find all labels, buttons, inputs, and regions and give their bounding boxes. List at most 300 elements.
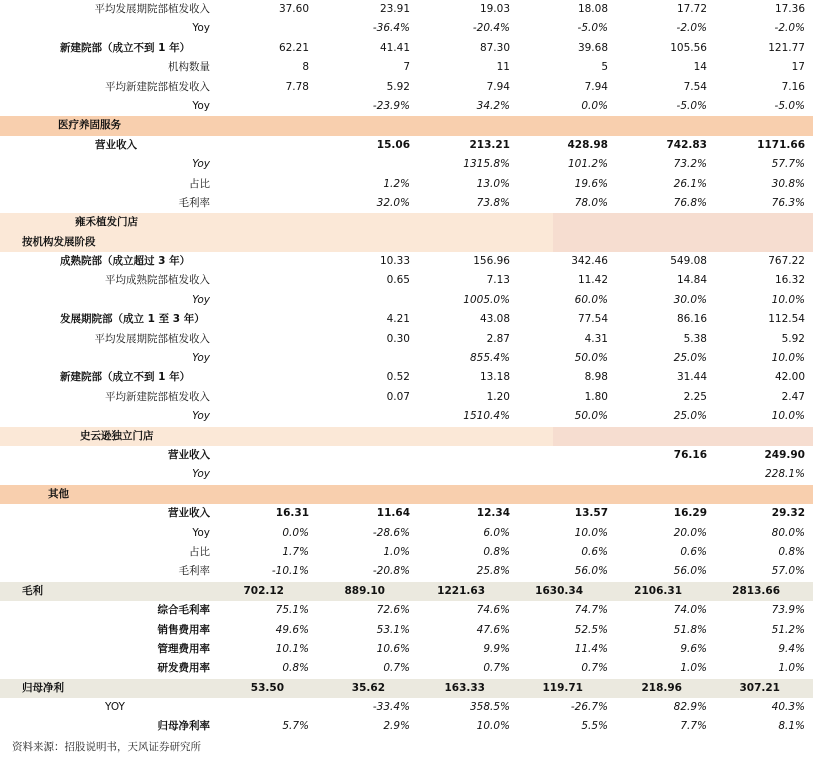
- table-cell: [229, 175, 309, 194]
- table-cell: 5.92: [781, 332, 805, 345]
- table-cell: 0.7%: [483, 662, 510, 675]
- table-cell: 40.3%: [771, 701, 805, 714]
- table-cell: 1.2%: [383, 177, 410, 190]
- table-cell: [229, 465, 309, 484]
- table-cell: 2106.31: [634, 584, 682, 597]
- table-cell: 56.0%: [574, 565, 608, 578]
- table-cell: 1630.34: [535, 584, 583, 597]
- table-row: [0, 175, 827, 194]
- table-cell: [229, 194, 309, 213]
- table-cell: [430, 116, 510, 135]
- table-cell: 13.0%: [476, 177, 510, 190]
- table-cell: 1.0%: [680, 662, 707, 675]
- row-label: Yoy: [192, 158, 210, 171]
- table-cell: 0.0%: [282, 526, 309, 539]
- table-cell: 15.06: [376, 138, 410, 151]
- table-cell: [330, 465, 410, 484]
- table-cell: 53.1%: [376, 623, 410, 636]
- table-cell: 218.96: [641, 681, 682, 694]
- table-cell: 10.6%: [376, 642, 410, 655]
- table-cell: [430, 465, 510, 484]
- table-cell: [725, 233, 805, 252]
- table-cell: 0.7%: [581, 662, 608, 675]
- table-cell: [330, 116, 410, 135]
- table-cell: -20.8%: [372, 565, 410, 578]
- table-row: [0, 524, 827, 543]
- table-cell: [229, 368, 309, 387]
- table-cell: 73.2%: [673, 158, 707, 171]
- table-row: [0, 368, 827, 387]
- table-cell: 23.91: [379, 3, 410, 15]
- table-cell: 249.90: [764, 448, 805, 461]
- table-cell: [528, 427, 608, 446]
- table-cell: -2.0%: [774, 22, 805, 35]
- table-row: [0, 427, 813, 446]
- table-cell: 76.16: [673, 448, 707, 461]
- table-cell: 0.6%: [581, 545, 608, 558]
- table-cell: 26.1%: [673, 177, 707, 190]
- table-cell: 73.9%: [771, 604, 805, 617]
- row-label: 按机构发展阶段: [22, 235, 96, 248]
- table-cell: -28.6%: [372, 526, 410, 539]
- table-cell: 32.0%: [376, 196, 410, 209]
- table-cell: 213.21: [469, 138, 510, 151]
- table-cell: 76.8%: [673, 196, 707, 209]
- table-row: [0, 485, 813, 504]
- table-cell: 0.6%: [680, 545, 707, 558]
- table-cell: -2.0%: [676, 22, 707, 35]
- table-cell: 39.68: [577, 41, 608, 54]
- table-row: [0, 194, 827, 213]
- table-cell: 228.1%: [764, 468, 805, 481]
- table-cell: 742.83: [666, 138, 707, 151]
- table-cell: [330, 291, 410, 310]
- table-cell: 5.92: [386, 80, 410, 93]
- table-cell: [725, 485, 805, 504]
- row-label: Yoy: [192, 410, 210, 423]
- table-row: [0, 233, 813, 252]
- table-row: [0, 582, 813, 601]
- table-row: [0, 349, 827, 368]
- table-row: [0, 97, 827, 116]
- table-cell: [627, 485, 707, 504]
- table-cell: [229, 349, 309, 368]
- table-cell: 57.7%: [771, 158, 805, 171]
- table-cell: 82.9%: [673, 701, 707, 714]
- table-cell: [330, 155, 410, 174]
- table-cell: 112.54: [768, 313, 805, 326]
- table-cell: 18.08: [577, 3, 608, 15]
- table-cell: 2.87: [486, 332, 510, 345]
- table-cell: 702.12: [243, 584, 284, 597]
- table-cell: 0.65: [386, 274, 410, 287]
- table-cell: -20.4%: [472, 22, 510, 35]
- table-cell: 0.8%: [778, 545, 805, 558]
- table-cell: [229, 407, 309, 426]
- table-cell: 43.08: [479, 313, 510, 326]
- table-cell: 10.1%: [275, 642, 309, 655]
- table-cell: 2.25: [683, 390, 707, 403]
- table-row: [0, 213, 813, 232]
- table-cell: 17.72: [676, 3, 707, 15]
- row-label: Yoy: [192, 293, 210, 306]
- table-cell: 156.96: [473, 255, 510, 268]
- table-cell: 2813.66: [732, 584, 780, 597]
- row-label: Yoy: [192, 526, 210, 539]
- table-cell: 1.7%: [282, 545, 309, 558]
- table-row: [0, 621, 827, 640]
- table-cell: 163.33: [444, 681, 485, 694]
- table-row: [0, 562, 827, 581]
- table-cell: 7.54: [683, 80, 707, 93]
- table-cell: [330, 446, 410, 465]
- table-cell: 767.22: [768, 255, 805, 268]
- table-row: [0, 388, 827, 407]
- table-cell: 1.0%: [383, 545, 410, 558]
- table-cell: 358.5%: [469, 701, 510, 714]
- table-cell: 10.0%: [476, 720, 510, 733]
- table-cell: [229, 446, 309, 465]
- row-label: 新建院部（成立不到 1 年）: [60, 371, 191, 384]
- table-cell: -26.7%: [570, 701, 608, 714]
- table-cell: 57.0%: [771, 565, 805, 578]
- table-cell: 35.62: [351, 681, 385, 694]
- table-cell: [229, 233, 309, 252]
- table-cell: 29.32: [771, 507, 805, 520]
- table-cell: 12.34: [476, 507, 510, 520]
- table-cell: 17.36: [774, 3, 805, 15]
- table-cell: [627, 427, 707, 446]
- table-cell: 77.54: [577, 313, 608, 326]
- table-cell: 0.07: [386, 390, 410, 403]
- table-cell: 47.6%: [476, 623, 510, 636]
- table-cell: [430, 213, 510, 232]
- table-cell: 53.50: [250, 681, 284, 694]
- table-cell: [430, 427, 510, 446]
- table-cell: 60.0%: [574, 293, 608, 306]
- table-cell: 5.38: [683, 332, 707, 345]
- table-cell: 14: [693, 61, 707, 74]
- table-cell: 17: [791, 61, 805, 74]
- source-footnote: 资料来源：招股说明书，天风证券研究所: [12, 741, 201, 753]
- table-cell: 1.0%: [778, 662, 805, 675]
- table-cell: [229, 116, 309, 135]
- table-row: [0, 310, 827, 329]
- table-row: [0, 116, 813, 135]
- table-cell: 78.0%: [574, 196, 608, 209]
- table-cell: 0.30: [386, 332, 410, 345]
- table-cell: 549.08: [670, 255, 707, 268]
- row-label: 成熟院部（成立超过 3 年）: [60, 255, 191, 268]
- table-cell: 13.57: [574, 507, 608, 520]
- row-label: 归母净利率: [157, 720, 210, 733]
- table-cell: [229, 136, 309, 155]
- row-label: YOY: [105, 701, 125, 714]
- table-cell: [528, 213, 608, 232]
- table-row: [0, 252, 827, 271]
- table-cell: 11.4%: [574, 642, 608, 655]
- table-cell: 0.0%: [581, 99, 608, 112]
- table-cell: 5: [601, 61, 608, 74]
- table-row: [0, 19, 827, 38]
- table-cell: 50.0%: [574, 410, 608, 423]
- table-cell: 11: [496, 61, 510, 74]
- table-cell: 14.84: [676, 274, 707, 287]
- table-cell: [330, 349, 410, 368]
- table-cell: 1005.0%: [463, 293, 510, 306]
- table-cell: 8.1%: [778, 720, 805, 733]
- table-cell: 4.31: [584, 332, 608, 345]
- table-cell: 0.8%: [282, 662, 309, 675]
- row-label: 营业收入: [168, 448, 210, 461]
- table-cell: 51.8%: [673, 623, 707, 636]
- table-cell: -36.4%: [372, 22, 410, 35]
- row-label: 占比: [189, 545, 210, 558]
- table-row: [0, 659, 827, 678]
- table-cell: [229, 213, 309, 232]
- table-cell: 16.31: [275, 507, 309, 520]
- table-cell: 72.6%: [376, 604, 410, 617]
- table-cell: -5.0%: [577, 22, 608, 35]
- table-row: [0, 698, 827, 717]
- table-cell: 19.6%: [574, 177, 608, 190]
- table-row: [0, 465, 827, 484]
- table-cell: 25.0%: [673, 352, 707, 365]
- table-cell: 7.13: [486, 274, 510, 287]
- table-cell: [528, 116, 608, 135]
- table-cell: [430, 485, 510, 504]
- row-label: 研发费用率: [157, 662, 210, 675]
- table-cell: [725, 213, 805, 232]
- table-cell: [229, 271, 309, 290]
- table-cell: 855.4%: [469, 352, 510, 365]
- table-cell: [528, 233, 608, 252]
- row-label: 史云逊独立门店: [80, 429, 154, 442]
- table-row: [0, 504, 827, 523]
- table-cell: 9.4%: [778, 642, 805, 655]
- table-row: [0, 446, 827, 465]
- row-label: 平均发展期院部植发收入: [94, 332, 210, 345]
- table-cell: 11.64: [376, 507, 410, 520]
- table-cell: 51.2%: [771, 623, 805, 636]
- table-row: [0, 271, 827, 290]
- table-cell: [528, 485, 608, 504]
- table-cell: 16.32: [774, 274, 805, 287]
- table-cell: [229, 330, 309, 349]
- table-cell: 76.3%: [771, 196, 805, 209]
- table-cell: 428.98: [567, 138, 608, 151]
- table-cell: 7.78: [285, 80, 309, 93]
- table-cell: 52.5%: [574, 623, 608, 636]
- row-label: 平均成熟院部植发收入: [105, 274, 210, 287]
- table-cell: 42.00: [774, 371, 805, 384]
- table-cell: 87.30: [479, 41, 510, 54]
- table-cell: 56.0%: [673, 565, 707, 578]
- table-row: [0, 291, 827, 310]
- table-cell: [528, 446, 608, 465]
- table-cell: 1.20: [486, 390, 510, 403]
- table-cell: [229, 97, 309, 116]
- table-cell: 10.33: [379, 255, 410, 268]
- table-cell: [330, 233, 410, 252]
- table-cell: 80.0%: [771, 526, 805, 539]
- table-cell: 25.8%: [476, 565, 510, 578]
- table-cell: [330, 485, 410, 504]
- row-label: 管理费用率: [157, 642, 210, 655]
- table-cell: [229, 19, 309, 38]
- table-cell: 25.0%: [673, 410, 707, 423]
- table-cell: 0.7%: [383, 662, 410, 675]
- row-label: 销售费用率: [157, 623, 210, 636]
- table-cell: 4.21: [386, 313, 410, 326]
- table-cell: [627, 465, 707, 484]
- table-cell: 86.16: [676, 313, 707, 326]
- row-label: 占比: [189, 177, 210, 190]
- table-cell: 9.6%: [680, 642, 707, 655]
- table-cell: [229, 155, 309, 174]
- table-cell: 2.47: [781, 390, 805, 403]
- table-cell: 7.16: [781, 80, 805, 93]
- table-cell: -10.1%: [271, 565, 309, 578]
- table-cell: 121.77: [768, 41, 805, 54]
- table-cell: 49.6%: [275, 623, 309, 636]
- table-cell: 8.98: [584, 371, 608, 384]
- table-cell: 31.44: [676, 371, 707, 384]
- row-label: Yoy: [192, 99, 210, 112]
- table-cell: 34.2%: [476, 99, 510, 112]
- row-label: 其他: [48, 487, 69, 500]
- table-cell: 2.9%: [383, 720, 410, 733]
- table-cell: [330, 427, 410, 446]
- table-cell: [627, 213, 707, 232]
- table-cell: 19.03: [479, 3, 510, 15]
- table-cell: 10.0%: [771, 410, 805, 423]
- table-cell: [627, 116, 707, 135]
- table-row: [0, 39, 827, 58]
- table-row: [0, 330, 827, 349]
- table-cell: [229, 252, 309, 271]
- table-cell: 7.7%: [680, 720, 707, 733]
- table-cell: 74.6%: [476, 604, 510, 617]
- table-cell: -33.4%: [372, 701, 410, 714]
- table-cell: 75.1%: [275, 604, 309, 617]
- row-label: 毛利率: [178, 565, 210, 578]
- table-cell: 119.71: [542, 681, 583, 694]
- row-label: 平均发展期院部植发收入: [94, 3, 210, 15]
- row-label: 平均新建院部植发收入: [105, 80, 210, 93]
- table-cell: [725, 427, 805, 446]
- table-cell: 0.52: [386, 371, 410, 384]
- table-cell: 105.56: [670, 41, 707, 54]
- table-cell: -23.9%: [372, 99, 410, 112]
- table-cell: 1171.66: [757, 138, 805, 151]
- row-label: 平均新建院部植发收入: [105, 390, 210, 403]
- table-row: [0, 407, 827, 426]
- table-cell: 16.29: [673, 507, 707, 520]
- table-cell: 5.7%: [282, 720, 309, 733]
- row-label: 综合毛利率: [157, 604, 210, 617]
- table-cell: [627, 233, 707, 252]
- table-cell: 20.0%: [673, 526, 707, 539]
- table-cell: 74.0%: [673, 604, 707, 617]
- row-label: 机构数量: [168, 61, 210, 74]
- table-cell: 307.21: [739, 681, 780, 694]
- row-label: Yoy: [192, 468, 210, 481]
- table-cell: [229, 388, 309, 407]
- table-cell: 10.0%: [771, 352, 805, 365]
- table-cell: 9.9%: [483, 642, 510, 655]
- table-cell: 37.60: [278, 3, 309, 15]
- table-cell: 5.5%: [581, 720, 608, 733]
- table-cell: 101.2%: [567, 158, 608, 171]
- table-cell: [229, 485, 309, 504]
- table-cell: -5.0%: [676, 99, 707, 112]
- table-cell: [229, 427, 309, 446]
- table-cell: [430, 233, 510, 252]
- table-row: [0, 601, 827, 620]
- table-cell: 889.10: [344, 584, 385, 597]
- table-cell: 41.41: [379, 41, 410, 54]
- table-row: [0, 78, 827, 97]
- table-cell: 342.46: [571, 255, 608, 268]
- table-cell: 0.8%: [483, 545, 510, 558]
- table-row: [0, 155, 827, 174]
- table-cell: 10.0%: [771, 293, 805, 306]
- table-cell: 30.0%: [673, 293, 707, 306]
- table-cell: 8: [302, 61, 309, 74]
- table-cell: 7: [403, 61, 410, 74]
- row-label: 营业收入: [168, 507, 210, 520]
- row-label: 雍禾植发门店: [75, 216, 138, 229]
- row-label: 毛利: [22, 584, 43, 597]
- table-cell: 73.8%: [476, 196, 510, 209]
- table-cell: [430, 446, 510, 465]
- table-cell: 1510.4%: [463, 410, 510, 423]
- table-cell: [330, 213, 410, 232]
- table-cell: 30.8%: [771, 177, 805, 190]
- table-cell: [229, 291, 309, 310]
- table-cell: [330, 407, 410, 426]
- table-cell: 62.21: [278, 41, 309, 54]
- row-label: 毛利率: [178, 196, 210, 209]
- table-row: [0, 58, 827, 77]
- row-label: 发展期院部（成立 1 至 3 年）: [60, 313, 205, 326]
- table-cell: [725, 116, 805, 135]
- table-row: [0, 136, 827, 155]
- table-cell: [229, 310, 309, 329]
- row-label: 新建院部（成立不到 1 年）: [60, 41, 191, 54]
- table-cell: [229, 698, 309, 717]
- table-cell: 7.94: [584, 80, 608, 93]
- table-row: [0, 543, 827, 562]
- table-cell: 10.0%: [574, 526, 608, 539]
- row-label: 营业收入: [95, 138, 137, 151]
- table-row: [0, 717, 827, 736]
- table-cell: 1221.63: [437, 584, 485, 597]
- table-row: [0, 679, 813, 698]
- row-label: Yoy: [192, 22, 210, 35]
- table-cell: 74.7%: [574, 604, 608, 617]
- table-cell: [528, 465, 608, 484]
- row-label: 归母净利: [22, 681, 64, 694]
- row-label: 医疗养固服务: [58, 119, 121, 132]
- table-row: [0, 0, 827, 19]
- table-cell: 13.18: [479, 371, 510, 384]
- table-cell: -5.0%: [774, 99, 805, 112]
- table-cell: 11.42: [577, 274, 608, 287]
- table-cell: 7.94: [486, 80, 510, 93]
- table-cell: 6.0%: [483, 526, 510, 539]
